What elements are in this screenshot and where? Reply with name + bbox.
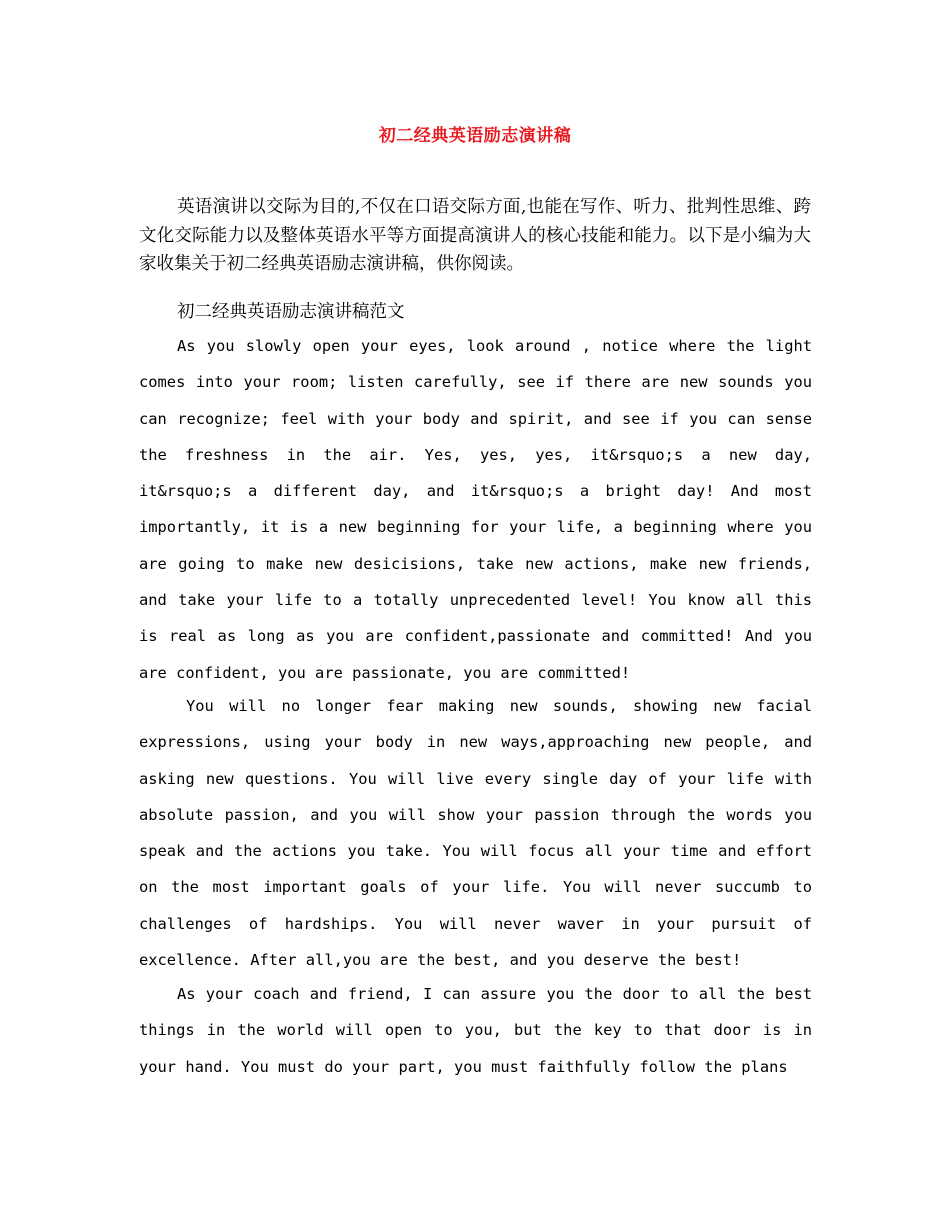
speech-paragraph: As your coach and friend, I can assure you the door to all the best things in the world will open to you, but the key to that door is in your hand. You must do your part, you must faithfully follow the plans	[139, 985, 812, 1076]
speech-paragraph: As you slowly open your eyes, look around , notice where the light comes into your room; listen carefully, see if there are new sounds you can recognize; feel with your body and spirit, and see if you can sense the freshness in the air. Yes, yes, yes, it&rsquo;s a new day, it&rsquo;s a different day, and it&rsquo;s a bright day! And most importantly, it is a new beginning for your life, a beginning where you are going to make new desicisions, take new actions, make new friends, and take your life to a totally unprecedented level! You know all this is real as long as you are confident,passionate and committed! And you are confident, you are passionate, you are committed!	[139, 337, 812, 682]
section-heading: 初二经典英语励志演讲稿范文	[177, 302, 405, 322]
document-title: 初二经典英语励志演讲稿	[378, 126, 572, 146]
speech-paragraph: You will no longer fear making new sounds, showing new facial expressions, using your body in new ways,approaching new people, and asking new questions. You will live every single day of your life with absolute passion, and you will show your passion through the words you speak and the actions you take. You will focus all your time and effort on the most important goals of your life. You will never succumb to challenges of hardships. You will never waver in your pursuit of excellence. After all,you are the best, and you deserve the best!	[139, 697, 812, 970]
intro-paragraph: 英语演讲以交际为目的,不仅在口语交际方面,也能在写作、听力、批判性思维、跨文化交际能力以及整体英语水平等方面提高演讲人的核心技能和能力。以下是小编为大家收集关于初二经典英语励志演讲稿，供你阅读。	[139, 197, 811, 274]
